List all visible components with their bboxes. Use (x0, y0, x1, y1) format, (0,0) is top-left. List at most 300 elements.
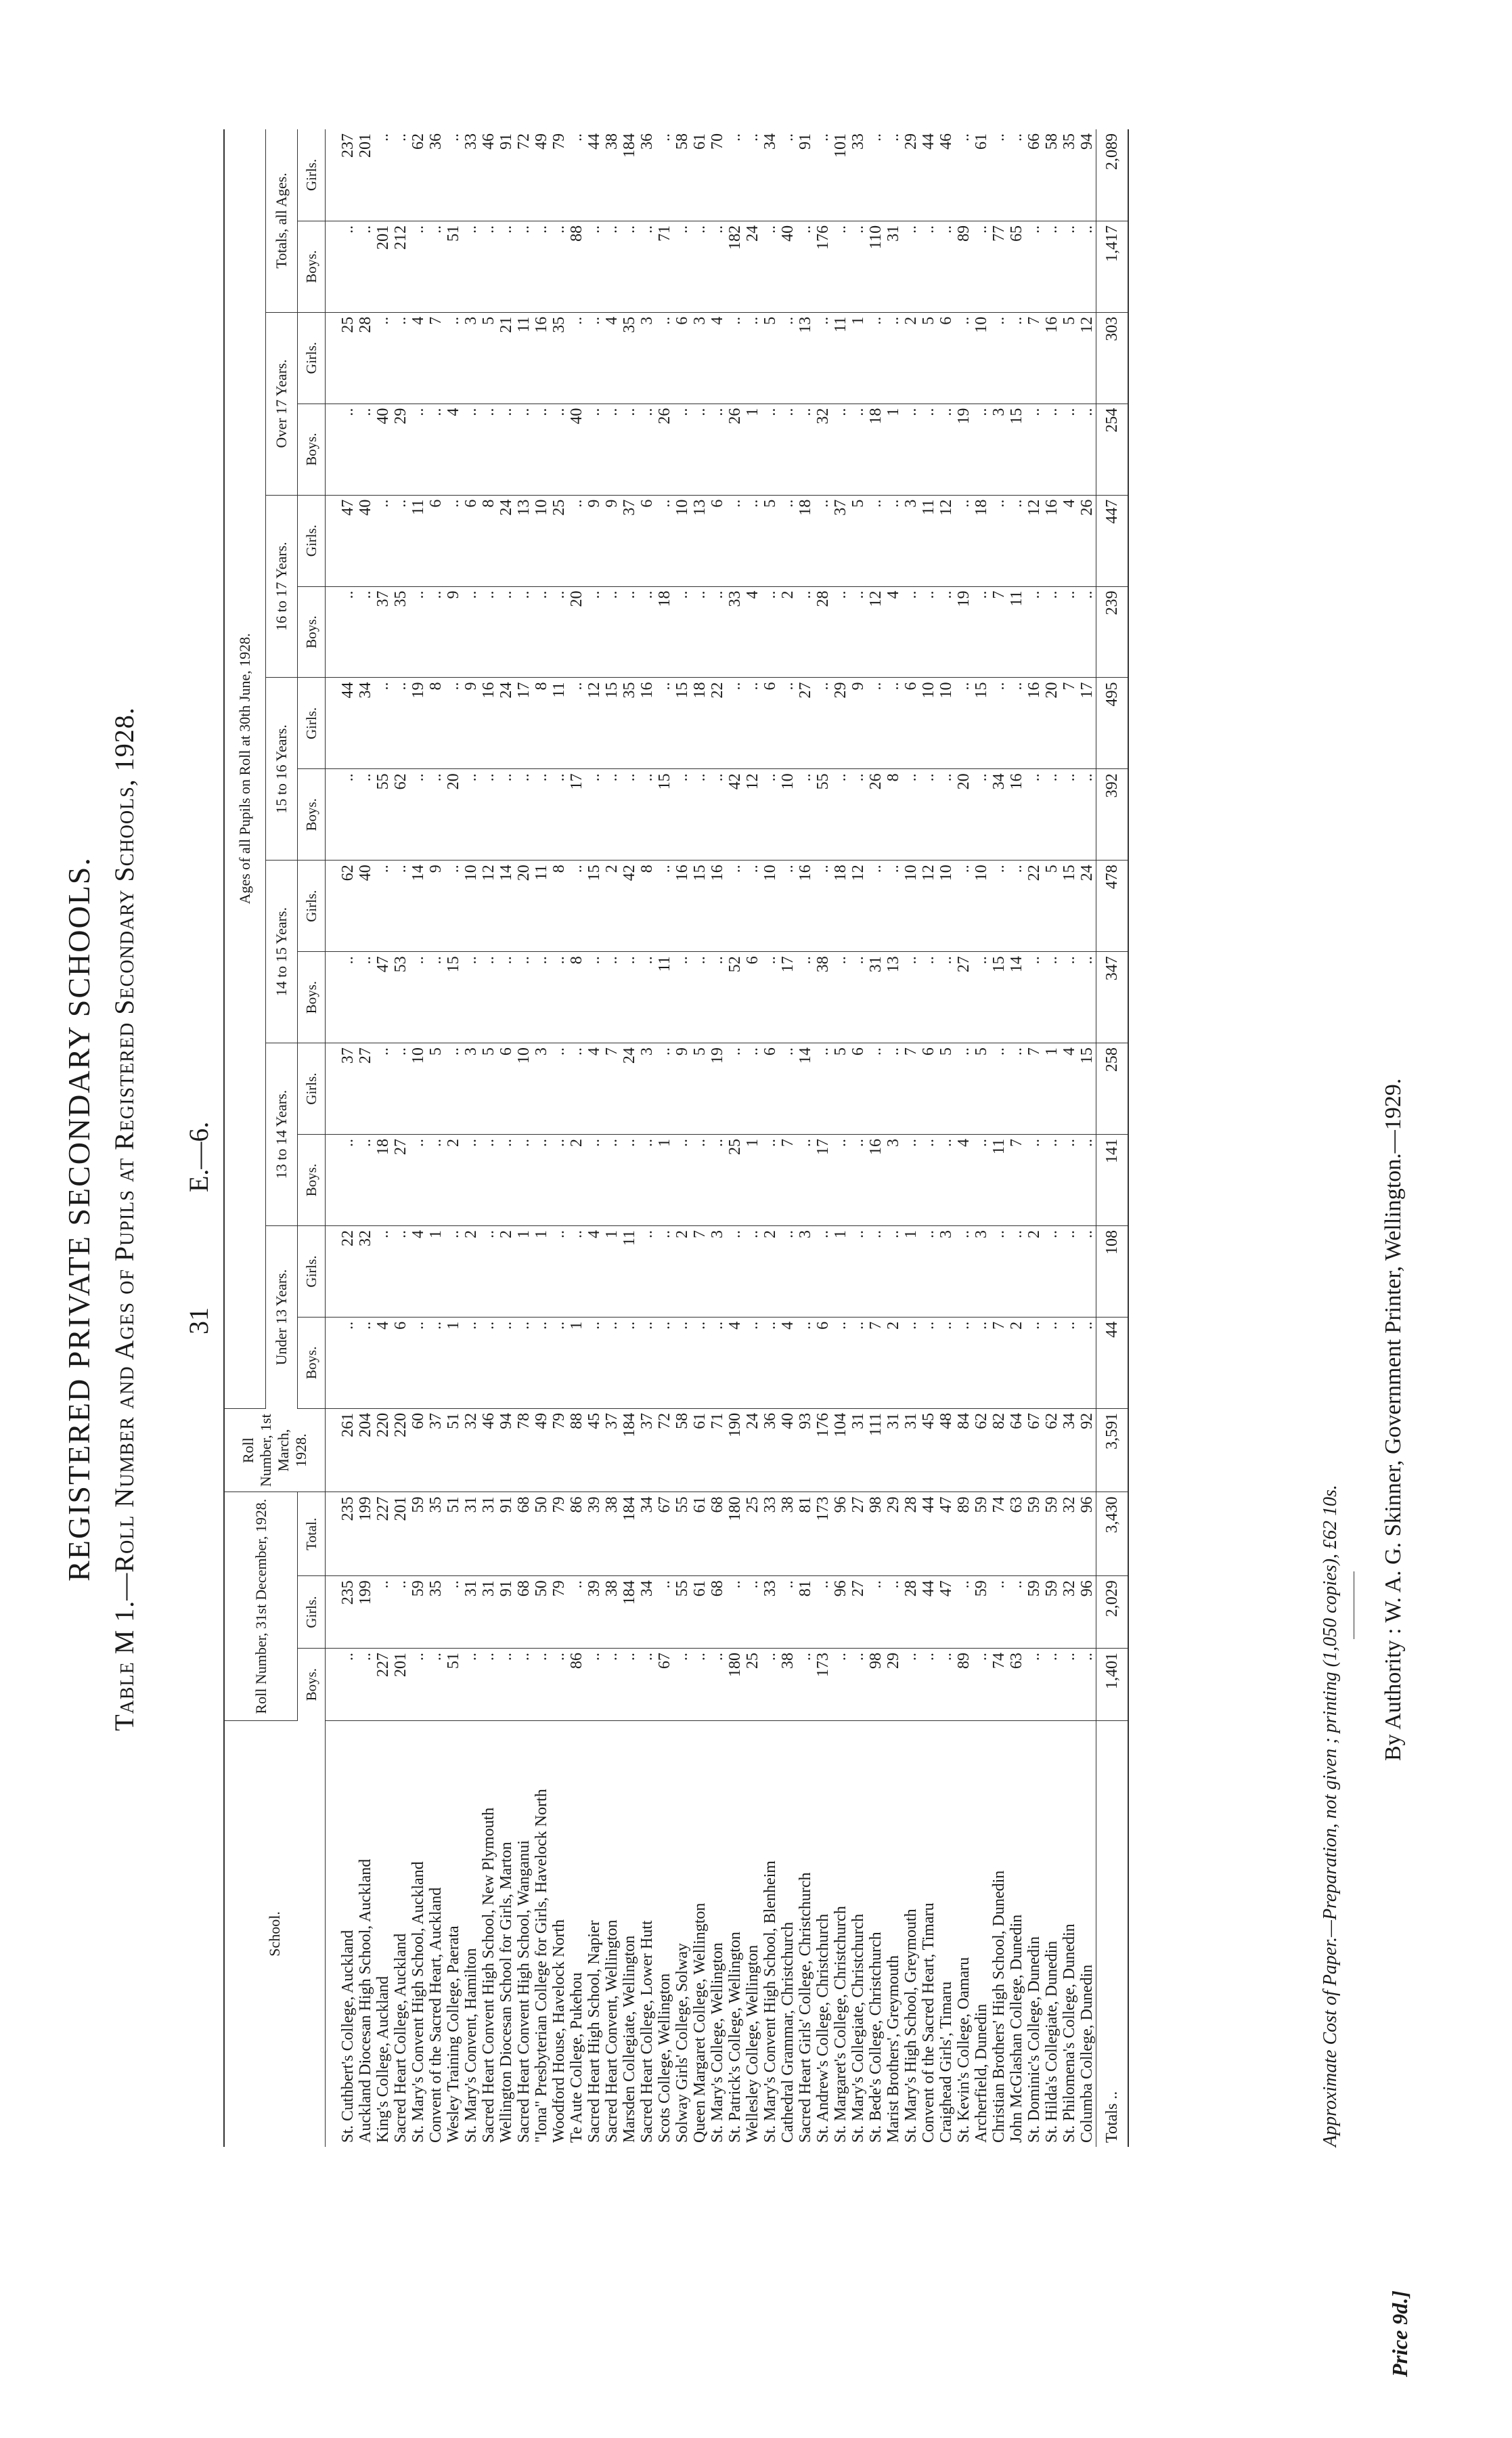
cell: 17 (515, 678, 533, 769)
cell: 2 (462, 1225, 480, 1317)
cell: 53 (392, 952, 409, 1043)
cell: .. (568, 1576, 585, 1649)
cell: 4 (709, 312, 726, 404)
cell: .. (1008, 129, 1025, 221)
cell: .. (832, 1317, 849, 1408)
cell: 79 (550, 1576, 568, 1649)
cell: .. (603, 1135, 621, 1226)
cell: 303 (1096, 312, 1129, 404)
cell: .. (374, 129, 392, 221)
cell: 34 (761, 129, 779, 221)
cell: .. (550, 769, 568, 861)
cell: .. (550, 1135, 568, 1226)
school-name: St. Bede's College, Christchurch (867, 1932, 885, 2143)
age15-16-header: 15 to 16 Years. (266, 678, 298, 861)
cell: .. (990, 1043, 1008, 1135)
totals-all-ages-header: Totals, all Ages. (266, 129, 298, 312)
cell: .. (533, 769, 550, 861)
school-name: Auckland Diocesan High School, Auckland (357, 1858, 374, 2143)
school-name: Sacred Heart High School, Napier (585, 1920, 603, 2143)
cell: .. (885, 678, 902, 769)
cell: 8 (885, 769, 902, 861)
cell: .. (920, 1135, 937, 1226)
cell: .. (497, 1317, 515, 1408)
cell: 38 (603, 1492, 621, 1576)
girls-header: Girls. (298, 1576, 326, 1649)
cell: 9 (462, 678, 480, 769)
cell: 2 (885, 1317, 902, 1408)
cell: .. (392, 1043, 409, 1135)
cell: 7 (427, 312, 445, 404)
cell: 176 (814, 221, 832, 312)
cell: 12 (585, 678, 603, 769)
cell: 12 (744, 769, 761, 861)
cell: 28 (814, 586, 832, 678)
cell: 50 (533, 1576, 550, 1649)
cell: .. (867, 1576, 885, 1649)
cell: 9 (673, 1043, 691, 1135)
table-row (550, 129, 568, 2147)
cell: 4 (779, 1317, 797, 1408)
cell: 3 (937, 1225, 955, 1317)
cell: 32 (357, 1225, 374, 1317)
cell: .. (937, 404, 955, 495)
cell: .. (585, 1317, 603, 1408)
cell: .. (691, 1317, 709, 1408)
cell: .. (973, 1135, 990, 1226)
cell: .. (779, 312, 797, 404)
cell: .. (480, 952, 497, 1043)
cell: 15 (691, 861, 709, 952)
cell: .. (937, 586, 955, 678)
cell: 19 (955, 404, 973, 495)
cell: 20 (955, 769, 973, 861)
cell: 10 (515, 1043, 533, 1135)
cell: 81 (797, 1492, 814, 1576)
cell: 16 (480, 678, 497, 769)
cell: .. (814, 678, 832, 769)
cell: .. (761, 1649, 779, 1721)
cell: .. (585, 221, 603, 312)
cell: 6 (744, 952, 761, 1043)
cell: .. (357, 586, 374, 678)
boys-header: Boys. (298, 586, 326, 678)
cell: 9 (849, 678, 867, 769)
cell: 12 (1078, 312, 1096, 404)
cell: .. (797, 1135, 814, 1226)
cell: 88 (568, 221, 585, 312)
cell: .. (568, 312, 585, 404)
cell: .. (638, 769, 656, 861)
cell: .. (585, 1135, 603, 1226)
cell: 94 (497, 1408, 515, 1492)
cell: 48 (937, 1408, 955, 1492)
cell: 67 (1025, 1408, 1043, 1492)
table-row (533, 129, 550, 2147)
cell: 11 (920, 495, 937, 586)
cell: 173 (814, 1649, 832, 1721)
cell: 1,417 (1096, 221, 1129, 312)
cell: 6 (761, 1043, 779, 1135)
cell: .. (533, 1649, 550, 1721)
cell: 98 (867, 1492, 885, 1576)
cell: .. (445, 1576, 462, 1649)
cell: .. (392, 861, 409, 952)
cell: .. (797, 952, 814, 1043)
table-row (797, 129, 814, 2147)
cell: .. (832, 221, 849, 312)
cell: .. (920, 221, 937, 312)
cell: 3 (885, 1135, 902, 1226)
cell: 201 (392, 1492, 409, 1576)
cell: .. (955, 495, 973, 586)
cell: .. (832, 404, 849, 495)
cell: .. (550, 1043, 568, 1135)
cell: 47 (937, 1576, 955, 1649)
cell: .. (621, 1135, 638, 1226)
cell: .. (497, 769, 515, 861)
table-row (1025, 129, 1043, 2147)
cell: 26 (867, 769, 885, 861)
cell: .. (1043, 586, 1061, 678)
cell: 13 (797, 312, 814, 404)
cell: .. (797, 586, 814, 678)
cell: .. (445, 312, 462, 404)
page-number: 31 (183, 1307, 214, 1334)
cell: .. (726, 1043, 744, 1135)
cell: .. (691, 952, 709, 1043)
cell: 20 (445, 769, 462, 861)
school-name: St. Mary's Collegiate, Christchurch (849, 1913, 867, 2143)
cell: 59 (1025, 1492, 1043, 1576)
cell: 46 (937, 129, 955, 221)
cell: 19 (955, 586, 973, 678)
cell: 11 (621, 1225, 638, 1317)
cost-footnote: Approximate Cost of Paper.—Preparation, not given ; printing (1,050 copies), £62 10s. (1320, 1485, 1341, 2147)
cell: .. (638, 1225, 656, 1317)
cell: 5 (973, 1043, 990, 1135)
cell: 24 (497, 678, 515, 769)
cell: 5 (1061, 312, 1078, 404)
cell: 235 (326, 1576, 357, 1649)
cell: .. (374, 1043, 392, 1135)
boys-header: Boys. (298, 1649, 326, 1721)
cell: .. (955, 861, 973, 952)
cell: 15 (1078, 1043, 1096, 1135)
cell: 10 (937, 678, 955, 769)
cell: .. (885, 1043, 902, 1135)
cell: 4 (726, 1317, 744, 1408)
cell: .. (726, 678, 744, 769)
cell: .. (480, 1317, 497, 1408)
cell: 58 (673, 1408, 691, 1492)
cell: 71 (709, 1408, 726, 1492)
cell: .. (902, 404, 920, 495)
cell: 141 (1096, 1135, 1129, 1226)
cell: .. (691, 1135, 709, 1226)
cell: 4 (955, 1135, 973, 1226)
cell: 13 (515, 495, 533, 586)
age14-15-header: 14 to 15 Years. (266, 861, 298, 1043)
cell: 59 (1043, 1492, 1061, 1576)
cell: .. (673, 952, 691, 1043)
cell: 220 (392, 1408, 409, 1492)
cell: 89 (955, 1649, 973, 1721)
cell: 13 (691, 495, 709, 586)
cell: .. (1008, 495, 1025, 586)
cell: .. (726, 1225, 744, 1317)
cell: 3 (990, 404, 1008, 495)
cell: .. (462, 769, 480, 861)
cell: 15 (585, 861, 603, 952)
cell: .. (955, 1576, 973, 1649)
cell: 40 (374, 404, 392, 495)
cell: .. (797, 1317, 814, 1408)
cell: 47 (326, 495, 357, 586)
cell: .. (814, 312, 832, 404)
cell: .. (533, 404, 550, 495)
school-name: Sacred Heart College, Lower Hutt (638, 1920, 656, 2143)
school-name: Archerfield, Dunedin (973, 2003, 990, 2143)
cell: 52 (726, 952, 744, 1043)
cell: .. (797, 221, 814, 312)
cell: 3 (691, 312, 709, 404)
boys-header: Boys. (298, 952, 326, 1043)
cell: .. (937, 1649, 955, 1721)
cell: 31 (480, 1492, 497, 1576)
cell: .. (744, 861, 761, 952)
cell: .. (1008, 1225, 1025, 1317)
cell: 4 (374, 1317, 392, 1408)
cell: 3 (902, 495, 920, 586)
cell: .. (797, 769, 814, 861)
cell: .. (1025, 1649, 1043, 1721)
cell: 22 (1025, 861, 1043, 952)
cell: .. (691, 404, 709, 495)
school-name: St. Andrew's College, Christchurch (814, 1913, 832, 2143)
cell: 8 (427, 678, 445, 769)
school-name: Sacred Heart Convent High School, New Plymouth (480, 1807, 497, 2143)
cell: 5 (1043, 861, 1061, 952)
cell: 15 (673, 678, 691, 769)
cell: .. (515, 221, 533, 312)
cell: .. (902, 1649, 920, 1721)
cell: 29 (392, 404, 409, 495)
cell: .. (797, 1649, 814, 1721)
cell: .. (726, 1576, 744, 1649)
girls-header: Girls. (298, 1225, 326, 1317)
cell: .. (761, 586, 779, 678)
school-name: Sacred Heart College, Auckland (392, 1933, 409, 2143)
cell: 26 (1078, 495, 1096, 586)
cell: .. (533, 221, 550, 312)
cell: .. (744, 1043, 761, 1135)
cell: 20 (515, 861, 533, 952)
cell: .. (1008, 678, 1025, 769)
table-row (779, 129, 797, 2147)
cell: .. (937, 1317, 955, 1408)
cell: 10 (533, 495, 550, 586)
cell: .. (497, 952, 515, 1043)
cell: .. (409, 952, 427, 1043)
cell: .. (568, 495, 585, 586)
total-header: Total. (298, 1492, 326, 1576)
school-rows (326, 129, 1096, 2147)
cell: 58 (673, 129, 691, 221)
cell: .. (326, 952, 357, 1043)
cell: .. (937, 952, 955, 1043)
cell: .. (779, 404, 797, 495)
cell: .. (656, 129, 673, 221)
school-name: Te Aute College, Pukehou (568, 1972, 585, 2143)
cell: 49 (533, 1408, 550, 1492)
cell: 11 (832, 312, 849, 404)
cell: .. (955, 129, 973, 221)
cell: .. (849, 404, 867, 495)
cell: 25 (744, 1649, 761, 1721)
table-row (902, 129, 920, 2147)
table-row (326, 129, 357, 2147)
table-row (955, 129, 973, 2147)
cell: .. (990, 1225, 1008, 1317)
school-name: Craighead Girls', Timaru (937, 1981, 955, 2143)
cell: .. (374, 312, 392, 404)
table-row (427, 129, 445, 2147)
cell: 16 (709, 861, 726, 952)
cell: 6 (849, 1043, 867, 1135)
cell: .. (392, 1576, 409, 1649)
ages-header: Ages of all Pupils on Roll at 30th June, 1928. (224, 129, 266, 1408)
price-label: Price 9d.] (1387, 2290, 1412, 2377)
cell: .. (955, 312, 973, 404)
cell: .. (1008, 312, 1025, 404)
cell: .. (497, 1649, 515, 1721)
school-name: St. Philomena's College, Dunedin (1061, 1923, 1078, 2143)
cell: 38 (814, 952, 832, 1043)
cell: 29 (885, 1492, 902, 1576)
cell: .. (814, 495, 832, 586)
cell: 31 (480, 1576, 497, 1649)
cell: .. (1025, 1317, 1043, 1408)
school-name: Convent of the Sacred Heart, Timaru (920, 1902, 937, 2143)
cell: 15 (445, 952, 462, 1043)
cell: .. (374, 495, 392, 586)
cell: .. (326, 404, 357, 495)
cell: .. (497, 221, 515, 312)
cell: .. (920, 1649, 937, 1721)
cell: .. (568, 1043, 585, 1135)
cell: 237 (326, 129, 357, 221)
cell: 92 (1078, 1408, 1096, 1492)
table-row (1078, 129, 1096, 2147)
cell: 33 (726, 586, 744, 678)
cell: 2 (603, 861, 621, 952)
cell: .. (621, 221, 638, 312)
cell: 9 (585, 495, 603, 586)
cell: .. (1078, 952, 1096, 1043)
cell: .. (832, 952, 849, 1043)
cell: .. (585, 404, 603, 495)
cell: .. (392, 312, 409, 404)
cell: .. (867, 678, 885, 769)
cell: 74 (990, 1649, 1008, 1721)
cell: 3,430 (1096, 1492, 1129, 1576)
cell: 5 (761, 312, 779, 404)
cell: 18 (797, 495, 814, 586)
cell: .. (920, 404, 937, 495)
cell: .. (673, 1649, 691, 1721)
cell: 201 (392, 1649, 409, 1721)
cell: 61 (691, 129, 709, 221)
cell: 26 (726, 404, 744, 495)
cell: .. (1061, 1649, 1078, 1721)
cell: 6 (902, 678, 920, 769)
cell: 34 (638, 1492, 656, 1576)
table-row (603, 129, 621, 2147)
girls-header: Girls. (298, 1043, 326, 1135)
cell: 184 (621, 1408, 638, 1492)
cell: 1 (744, 1135, 761, 1226)
cell: 12 (920, 861, 937, 952)
cell: .. (744, 1576, 761, 1649)
cell: 1 (744, 404, 761, 495)
cell: .. (638, 1317, 656, 1408)
cell: 31 (867, 952, 885, 1043)
cell: .. (515, 1317, 533, 1408)
cell: 110 (867, 221, 885, 312)
table-row (885, 129, 902, 2147)
cell: 201 (374, 221, 392, 312)
cell: 32 (462, 1408, 480, 1492)
cell: 51 (445, 1649, 462, 1721)
table-row (709, 129, 726, 2147)
cell: 55 (673, 1492, 691, 1576)
school-name: Sacred Heart Convent High School, Wanganui (515, 1840, 533, 2143)
cell: 5 (832, 1043, 849, 1135)
school-name: St. Mary's College, Wellington (709, 1942, 726, 2143)
cell: 77 (990, 221, 1008, 312)
table-row (973, 129, 990, 2147)
cell: .. (357, 1135, 374, 1226)
roll-march-header: Roll Number, 1st March, 1928. (224, 1408, 326, 1492)
school-name: Sacred Heart Girls' College, Christchurch (797, 1872, 814, 2143)
cell: .. (990, 1576, 1008, 1649)
cell: .. (515, 769, 533, 861)
school-name: Scots College, Wellington (656, 1973, 673, 2143)
cell: .. (902, 769, 920, 861)
cell: 7 (691, 1225, 709, 1317)
cell: 36 (638, 129, 656, 221)
over17-header: Over 17 Years. (266, 312, 298, 495)
cell: .. (445, 678, 462, 769)
table-row (585, 129, 603, 2147)
cell: 10 (920, 678, 937, 769)
cell: .. (374, 861, 392, 952)
cell: .. (1043, 952, 1061, 1043)
cell: 3 (462, 1043, 480, 1135)
cell: 19 (709, 1043, 726, 1135)
cell: 254 (1096, 404, 1129, 495)
cell: 58 (1043, 129, 1061, 221)
cell: 10 (409, 1043, 427, 1135)
cell: .. (656, 861, 673, 952)
boys-header: Boys. (298, 221, 326, 312)
cell: .. (990, 678, 1008, 769)
cell: .. (832, 1135, 849, 1226)
table-row (990, 129, 1008, 2147)
table-row (374, 129, 392, 2147)
cell: .. (779, 1225, 797, 1317)
